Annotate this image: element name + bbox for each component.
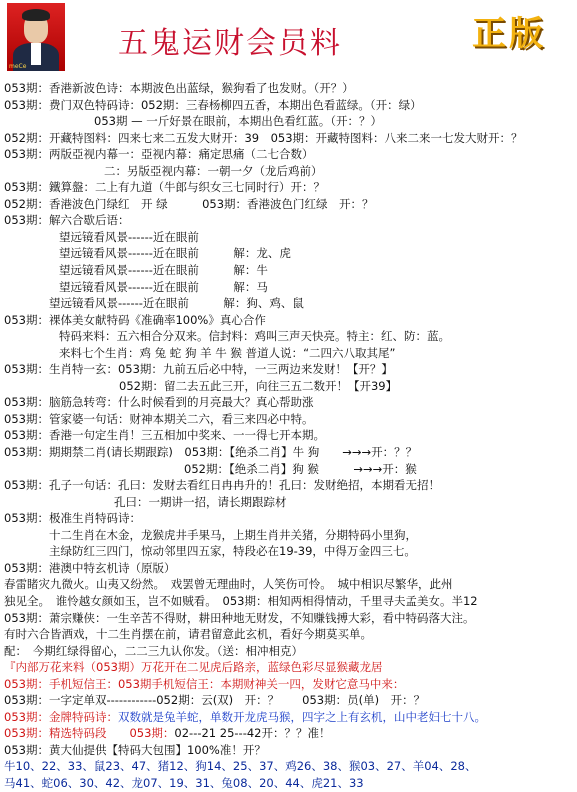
line-text: 配： 今期红绿得留心，二二三九认你发。（送：相冲相克） [4,643,303,658]
text-line [4,461,574,478]
line-text: 053期：费门双色特码诗：052期：三春杨柳四五香，本期出色看蓝绿。（开：绿） [4,97,422,112]
text-line [4,229,574,246]
text-line [4,411,574,428]
line-text: 主绿防红三四门，惊动邻里四五家，特段必在19-39，中得万金四三七。 [49,544,416,559]
text-line [4,742,574,759]
text-line [4,560,574,577]
text-line [4,659,574,676]
line-text: 053期：黄大仙提供【特码大包围】100%准！开？ [4,742,266,757]
line-text: 053期：裸体美女献特码《准确率100%》真心合作 [4,312,266,327]
line-text: 053期：管家婆一句话：财神本期关二六，看三来四必中特。 [4,411,314,426]
text-line [4,610,574,627]
line-prefix: 053期：金牌特码诗： [4,709,118,724]
text-line [4,643,574,660]
line-text: 053期：极准生肖特码诗： [4,511,141,526]
line-text: 053期：港澳中特玄机诗（原版） [4,560,176,575]
text-line [4,196,574,213]
text-line [4,80,574,97]
line-body: 双数就是兔羊蛇，单数开龙虎马猴，四字之上有玄机，山中老妇七十八。 [117,709,486,724]
text-line [4,593,574,610]
line-text: 053期：解六合歇后语： [4,213,130,228]
page-title: 五鬼运财会员料 [118,26,342,61]
text-line [4,279,574,296]
text-line [4,477,574,494]
text-line [4,295,574,312]
text-line [4,394,574,411]
text-line [4,378,574,395]
line-text: 望远镜看风景------近在眼前 解：龙、虎 [59,246,291,261]
line-text: 053期：两版亞视内幕一：亞视内幕：痛定思痛（二七合数） [4,147,314,162]
text-line [4,113,574,130]
line-text: 马41、蛇06、30、42、龙07、19、31、兔08、20、44、虎21、33 [4,775,364,790]
line-text: 053期：香港一句定生肖！三五相加中奖来、一一得七开本期。 [4,428,325,443]
text-line [4,345,574,362]
line-body: 02---21 25---42开：？？准！ [174,726,331,741]
page-header [0,0,577,80]
line-text: 二：另版亞视内幕：一朝一夕（龙后鸡前） [104,163,323,178]
line-text: 052期：留二去五此三开，向往三五二数开！【开39】 [119,378,398,393]
text-line [4,576,574,593]
line-text: 052期：开藏特图料：四来七来二五发大财开：39 053期：开藏特图料：八来二来一七发大财开：？ [4,130,523,145]
text-line [4,510,574,527]
text-line [4,163,574,180]
text-line [4,262,574,279]
text-line [4,361,574,378]
line-text: 孔曰：一期讲一招，请长期跟踪材 [114,494,287,509]
text-line [4,775,574,792]
line-text: 望远镜看风景------近在眼前 解：牛 [59,263,268,278]
text-line [4,543,574,560]
line-text: 053期：生肖特一玄：053期：九前五后必中特，一三两边来发财！【开？】 [4,362,393,377]
text-line [4,444,574,461]
line-text: 十二生肖在木金，龙猴虎井手果马，上期生肖井关猪，分期特码小里狗， [49,527,417,542]
line-text: 052期：【绝杀二肖】狗 猴 →→→开：猴 [184,461,417,476]
line-text: 052期：香港波色门绿红 开 绿 053期：香港波色门红绿 开：？ [4,196,374,211]
text-line [4,179,574,196]
text-line [4,758,574,775]
text-line [4,709,574,726]
line-text: 望远镜看风景------近在眼前 解：马 [59,279,268,294]
document-body [4,80,574,792]
text-line [4,97,574,114]
line-text: 春雷睹灾九微火。山夷又纷然。 戏罢曾无理曲时，人笑伤可怜。 城中相识尽繁华，此州 [4,577,453,592]
text-line [4,427,574,444]
line-text: 053期：一字定单双------------052期：云(双) 开：？ 053期：员(单) 开：？ [4,693,426,708]
line-text: 053期：香港新波色诗：本期波色出蓝绿，猴狗看了也发财。（开？） [4,81,354,95]
text-line [4,245,574,262]
line-text: 『内部万花来料（053期）万花开在二见虎后路亲，蓝绿色彩尽显猴藏龙居 [4,660,383,675]
line-text: 望远镜看风景------近在眼前 [59,229,199,244]
line-text: 有时六合皆酒戏，十二生肖摆在前，请君留意此玄机，看好今期莫买单。 [4,627,372,642]
line-text: 来料七个生肖：鸡 兔 蛇 狗 羊 牛 猴 普道人说：“二四六八取其尾” [59,345,396,360]
line-text: 053期：鐵算盤：二上有九道（牛郎与织女三七同时行）开：？ [4,180,325,195]
text-line [4,494,574,511]
line-text: 053期 — 一斤好景在眼前，本期出色看红蓝。（开：？） [94,114,383,129]
line-text: 望远镜看风景------近在眼前 解：狗、鸡、鼠 [49,296,304,311]
line-text: 053期：脑筋急转弯：什么时候看到的月亮最大？真心帮助涨 [4,395,314,410]
line-text: 053期：期期禁二肖(请长期跟踪) 053期：【绝杀二肖】牛 狗 →→→开：？？ [4,445,418,460]
line-text: 053期：孔子一句话：孔曰：发财去看红日冉冉升的！孔曰：发财绝招，本期看无招！ [4,478,440,493]
text-line [4,725,574,742]
text-line [4,328,574,345]
text-line [4,527,574,544]
text-line [4,312,574,329]
text-line [4,130,574,147]
line-prefix: 053期：精选特码段 053期： [4,726,175,741]
line-text: 053期：萧宗赚侠：一生辛苦不得财，耕田种地无财发，不知赚钱搏大彩，看中特码落大注。 [4,610,475,625]
text-line [4,146,574,163]
line-text: 牛10、22、33、鼠23、47、猪12、狗14、25、37、鸡26、38、猴03、27、羊04、28、 [4,759,477,774]
text-line [4,212,574,229]
edition-badge: 正版 [472,14,546,54]
line-text: 053期：手机短信王：053期手机短信王：本期财神关一四，发财它意马中来： [4,676,405,691]
avatar-caption: meCe [9,63,27,70]
line-text: 独见全。 谁怜越女颜如玉，岂不如贼看。 053期：相知两相得情动，千里寻夫孟美女。半12 [4,593,478,608]
line-text: 特码来料：五六相合分双来。信封料：鸡叫三声天快亮。特主：红、防：蓝。 [59,329,450,344]
text-line [4,626,574,643]
text-line [4,676,574,693]
avatar [7,3,65,71]
text-line [4,692,574,709]
